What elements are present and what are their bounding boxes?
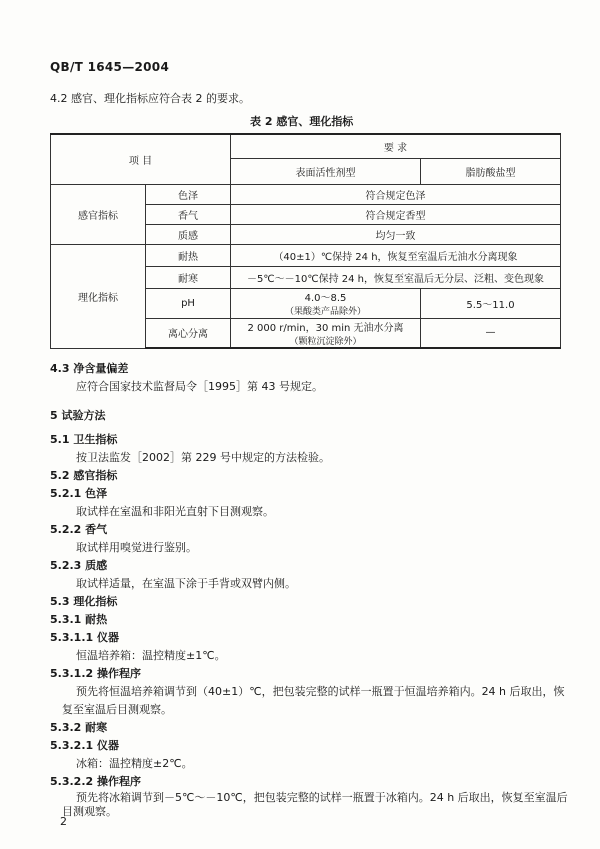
group-sensory: 感官指标	[51, 184, 146, 244]
row-label-texture: 质感	[146, 224, 231, 244]
section-5-3-2-2-text-a: 预先将冰箱调节到－5℃～－10℃，把包装完整的试样一瓶置于冰箱内。24 h 后取出，恢复至室温后	[76, 791, 568, 804]
section-5-3-2-1-title: 5.3.2.1 仪器	[50, 739, 119, 752]
row-value-centrifuge-fattyacid: —	[421, 318, 561, 348]
section-5-3-1-title: 5.3.1 耐热	[50, 613, 108, 626]
section-5-2-3-title: 5.2.3 质感	[50, 559, 108, 572]
section-5-2-3-text: 取试样适量，在室温下涂于手背或双臂内侧。	[76, 577, 296, 590]
row-value-cold: －5℃～－10℃保持 24 h，恢复至室温后无分层、泛粗、变色现象	[231, 266, 561, 288]
section-5-3-1-2-title: 5.3.1.2 操作程序	[50, 667, 141, 680]
header-surfactant: 表面活性剂型	[231, 158, 421, 184]
ph-surfactant-note: （果酸类产品除外）	[284, 307, 366, 317]
section-5-3-1-2-text-a: 预先将恒温培养箱调节到（40±1）℃，把包装完整的试样一瓶置于恒温培养箱内。24 h 后取出，恢	[76, 685, 565, 698]
page-number: 2	[60, 815, 67, 828]
section-5-3-1-2-text-b: 复至室温后目测观察。	[62, 703, 172, 716]
section-4-3-title: 4.3 净含量偏差	[50, 362, 129, 375]
header-item: 项 目	[51, 134, 231, 184]
row-label-color: 色泽	[146, 184, 231, 204]
row-value-texture: 均匀一致	[231, 224, 561, 244]
row-label-odor: 香气	[146, 204, 231, 224]
section-5-3-1-1-title: 5.3.1.1 仪器	[50, 631, 119, 644]
section-5-2-2-text: 取试样用嗅觉进行鉴别。	[76, 541, 197, 554]
ph-surfactant-range: 4.0～8.5	[304, 293, 347, 304]
section-5-1-text: 按卫法监发［2002］第 229 号中规定的方法检验。	[76, 451, 330, 464]
section-5-3-2-title: 5.3.2 耐寒	[50, 721, 108, 734]
section-5-3-title: 5.3 理化指标	[50, 595, 118, 608]
row-value-color: 符合规定色泽	[231, 184, 561, 204]
section-5-1-title: 5.1 卫生指标	[50, 433, 118, 446]
table-caption: 表 2 感官、理化指标	[250, 115, 354, 128]
row-value-heat: （40±1）℃保持 24 h，恢复至室温后无油水分离现象	[231, 244, 561, 266]
header-requirement: 要 求	[231, 134, 561, 158]
row-value-centrifuge-surfactant	[231, 318, 421, 348]
row-label-centrifuge: 离心分离	[146, 318, 231, 348]
row-value-odor: 符合规定香型	[231, 204, 561, 224]
section-4-3-text: 应符合国家技术监督局令［1995］第 43 号规定。	[76, 380, 323, 393]
section-5-2-2-title: 5.2.2 香气	[50, 523, 108, 536]
centrifuge-surfactant-note: （颗粒沉淀除外）	[289, 336, 362, 347]
standard-code: QB/T 1645—2004	[50, 60, 170, 74]
spec-table	[50, 133, 561, 349]
row-label-cold: 耐寒	[146, 266, 231, 288]
section-5-title: 5 试验方法	[50, 409, 106, 422]
section-5-2-1-title: 5.2.1 色泽	[50, 487, 108, 500]
section-5-3-2-2-text-b: 目测观察。	[62, 805, 117, 818]
centrifuge-surfactant-spec: 2 000 r/min，30 min 无油水分离	[247, 322, 404, 334]
section-5-3-2-2-title: 5.3.2.2 操作程序	[50, 775, 141, 788]
group-physchem: 理化指标	[51, 244, 146, 348]
row-value-ph-fattyacid: 5.5～11.0	[421, 288, 561, 318]
section-4-2-text: 4.2 感官、理化指标应符合表 2 的要求。	[50, 92, 250, 105]
section-5-2-1-text: 取试样在室温和非阳光直射下目测观察。	[76, 505, 274, 518]
section-5-3-1-1-text: 恒温培养箱：温控精度±1℃。	[76, 649, 226, 662]
row-value-ph-surfactant	[231, 288, 421, 318]
row-label-heat: 耐热	[146, 244, 231, 266]
section-5-3-2-1-text: 冰箱：温控精度±2℃。	[76, 757, 193, 770]
row-label-ph: pH	[146, 288, 231, 318]
section-5-2-title: 5.2 感官指标	[50, 469, 118, 482]
header-fattyacid: 脂肪酸盐型	[421, 158, 561, 184]
